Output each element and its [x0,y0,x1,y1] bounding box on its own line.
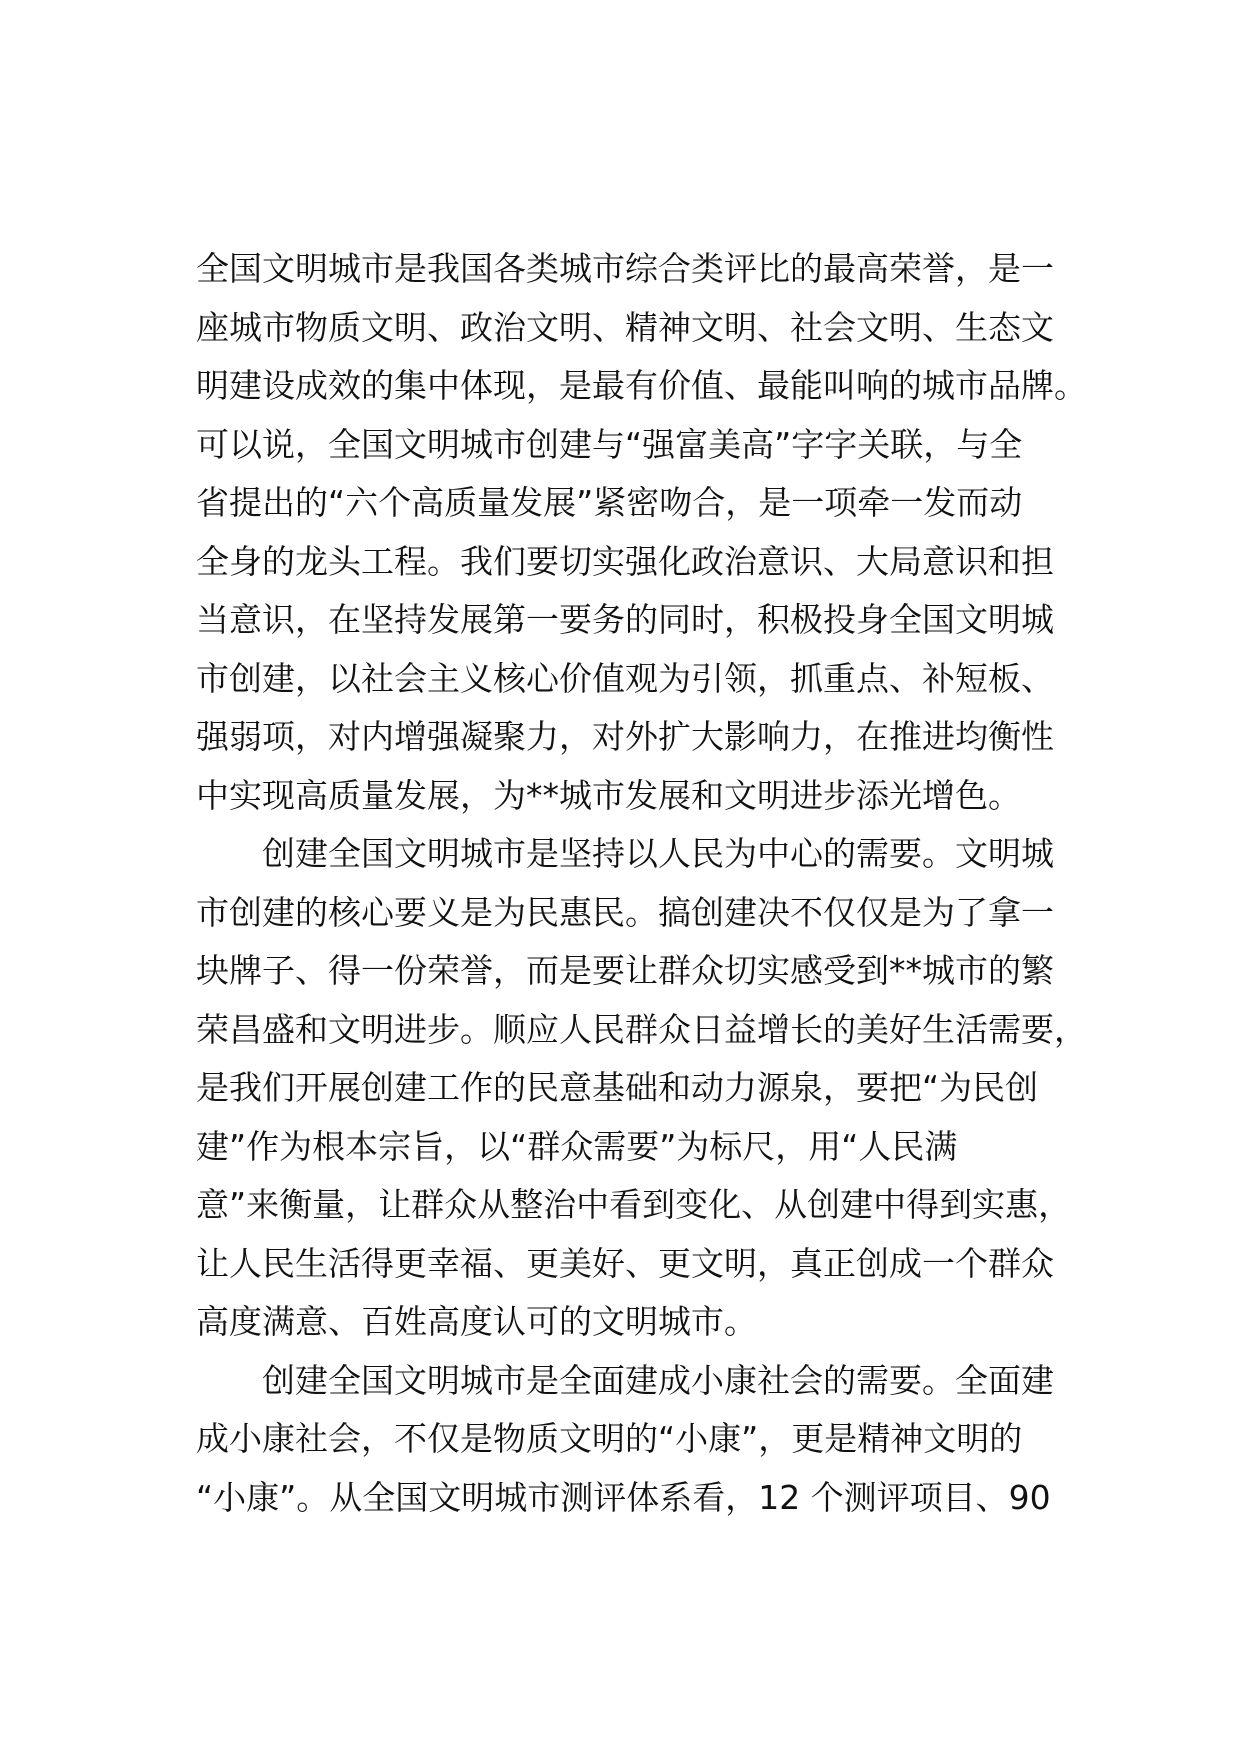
paragraph-1-line-4: 可以说，全国文明城市创建与“强富美高”字字关联，与全 [196,424,1023,464]
paragraph-3-line-3: “小康”。从全国文明城市测评体系看，12 个测评项目、90 [196,1477,1051,1517]
paragraph-1-line-8: 市创建，以社会主义核心价值观为引领，抓重点、补短板、 [196,658,1054,698]
paragraph-1-line-3: 明建设成效的集中体现，是最有价值、最能叫响的城市品牌。 [196,366,1087,405]
paragraph-2-line-1: 创建全国文明城市是坚持以人民为中心的需要。文明城 [262,834,1054,873]
paragraph-2-line-5: 是我们开展创建工作的民意基础和动力源泉，要把“为民创 [196,1068,1039,1107]
document-body [196,240,1087,1527]
paragraph-1-line-10: 中实现高质量发展，为**城市发展和文明进步添光增色。 [196,775,1021,815]
paragraph-3-line-2: 成小康社会，不仅是物质文明的“小康”，更是精神文明的 [196,1419,1023,1458]
paragraph-1-line-9: 强弱项，对内增强凝聚力，对外扩大影响力，在推进均衡性 [196,717,1054,756]
paragraph-3-line-1: 创建全国文明城市是全面建成小康社会的需要。全面建 [262,1360,1054,1400]
paragraph-2-line-6: 建”作为根本宗旨，以“群众需要”为标尺，用“人民满 [196,1126,958,1166]
paragraph-1-line-6: 全身的龙头工程。我们要切实强化政治意识、大局意识和担 [196,541,1054,581]
paragraph-1-line-7: 当意识，在坚持发展第一要务的同时，积极投身全国文明城 [196,600,1054,639]
paragraph-2-line-8: 让人民生活得更幸福、更美好、更文明，真正创成一个群众 [196,1243,1054,1283]
paragraph-2-line-3: 块牌子、得一份荣誉，而是要让群众切实感受到**城市的繁 [196,951,1054,990]
paragraph-2-line-4: 荣昌盛和文明进步。顺应人民群众日益增长的美好生活需要， [196,1009,1087,1049]
paragraph-2-line-2: 市创建的核心要义是为民惠民。搞创建决不仅仅是为了拿一 [196,892,1054,932]
paragraph-1-line-1: 全国文明城市是我国各类城市综合类评比的最高荣誉，是一 [196,249,1054,288]
paragraph-1-line-2: 座城市物质文明、政治文明、精神文明、社会文明、生态文 [196,307,1054,347]
paragraph-2-line-9: 高度满意、百姓高度认可的文明城市。 [196,1302,757,1341]
paragraph-2-line-7: 意”来衡量，让群众从整治中看到变化、从创建中得到实惠， [196,1185,1072,1224]
paragraph-1-line-5: 省提出的“六个高质量发展”紧密吻合，是一项牵一发而动 [196,483,1023,522]
